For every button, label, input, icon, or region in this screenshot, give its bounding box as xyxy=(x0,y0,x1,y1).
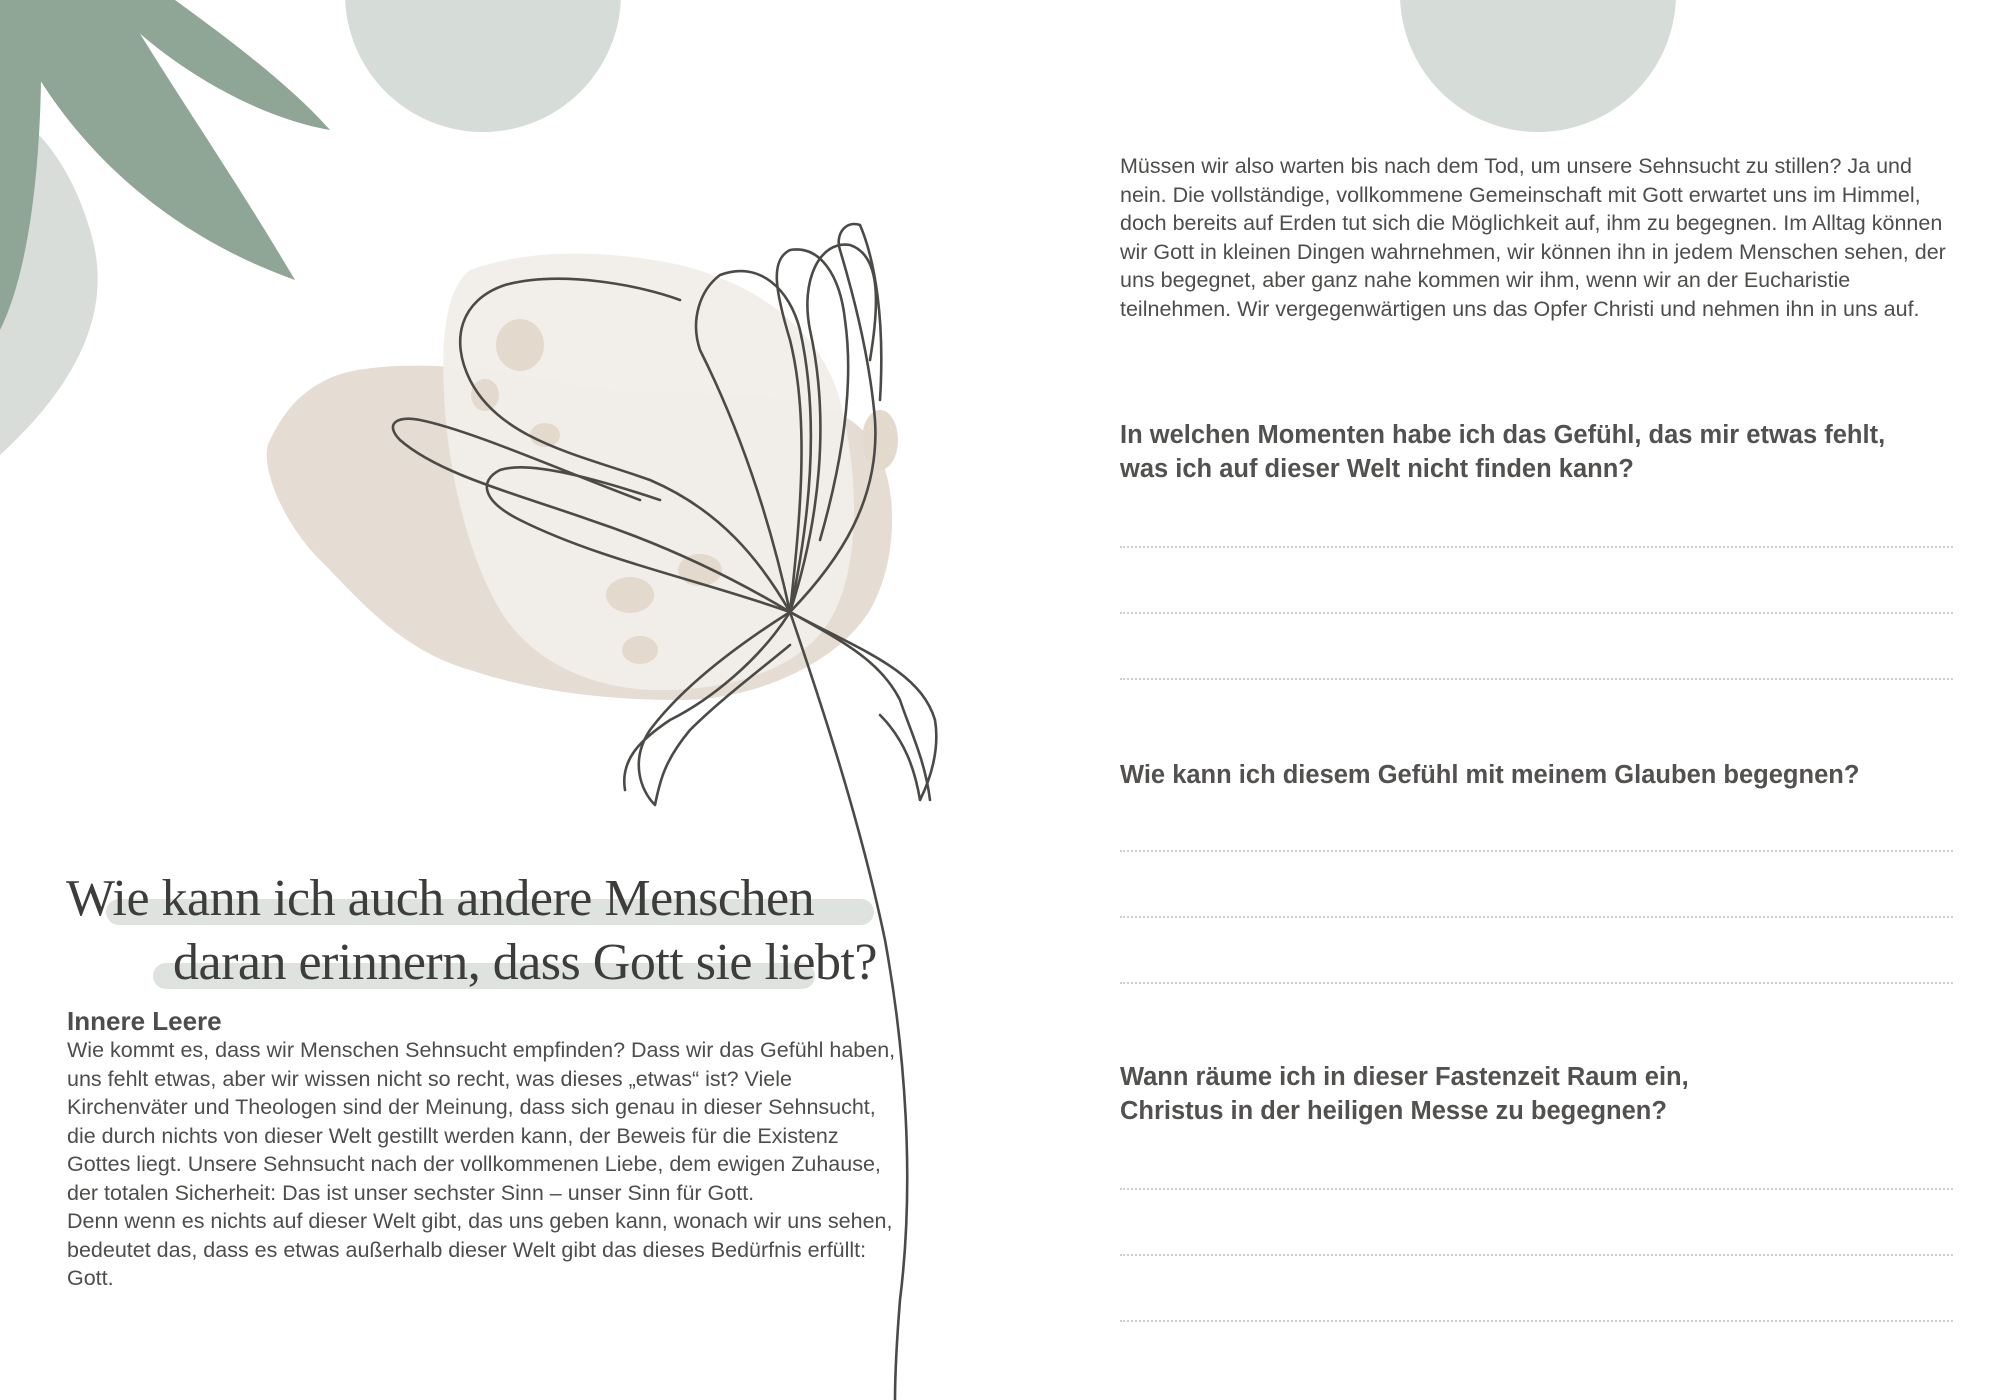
beige-blob xyxy=(267,366,892,700)
question-line: In welchen Momenten habe ich das Gefühl, das mir etwas fehlt, xyxy=(1120,421,1886,449)
blob-spot xyxy=(471,379,499,411)
blob-spot xyxy=(496,319,544,371)
question-3 xyxy=(1120,1060,1960,1128)
question-line: was ich auf dieser Welt nicht finden kann? xyxy=(1120,455,1634,483)
leaf-background-shape xyxy=(0,110,98,455)
intro-paragraph: Müssen wir also warten bis nach dem Tod, um unsere Sehnsucht zu stillen? Ja und nein. Die vollständige, vollkommene Gemeinschaft mit Gott erwartet uns im Himmel, doch bereits auf Erden tut sich die Möglichkeit auf, ihm zu begegnen. Im Alltag können wir Gott in kleinen Dingen wahrnehmen, wir können ihn in jedem Menschen sehen, der uns begegnet, aber ganz nahe kommen wir ihm, wenn wir an der Eucharistie teilnehmen. Wir vergegenwärtigen uns das Opfer Christi und nehmen ihn in uns auf. xyxy=(1120,154,1946,321)
blob-spot xyxy=(606,577,654,613)
answer-line[interactable] xyxy=(1120,612,1953,614)
answer-line[interactable] xyxy=(1120,1188,1953,1190)
question-1 xyxy=(1120,418,1960,486)
leaf-middle xyxy=(15,0,295,280)
blob-spot xyxy=(678,554,722,586)
title-line-1: Wie kann ich auch andere Menschen xyxy=(66,870,815,927)
blob-spot xyxy=(530,423,560,447)
answer-line[interactable] xyxy=(1120,678,1953,680)
title-line-2: daran erinnern, dass Gott sie liebt? xyxy=(173,934,877,991)
question-line: Christus in der heiligen Messe zu begegnen? xyxy=(1120,1097,1667,1125)
section-heading: Innere Leere xyxy=(67,1006,222,1036)
question-line: Wann räume ich in dieser Fastenzeit Raum ein, xyxy=(1120,1063,1689,1091)
question-2 xyxy=(1120,758,1960,792)
answer-line[interactable] xyxy=(1120,850,1953,852)
impuls-badge xyxy=(345,0,621,132)
answer-line[interactable] xyxy=(1120,916,1953,918)
answer-line[interactable] xyxy=(1120,1320,1953,1322)
answer-line[interactable] xyxy=(1120,982,1953,984)
leaf-right xyxy=(105,0,330,130)
body-text xyxy=(67,1036,902,1293)
blob-spot xyxy=(862,410,898,470)
answer-line[interactable] xyxy=(1120,546,1953,548)
blob-spot xyxy=(622,636,658,664)
light-blob xyxy=(443,254,854,690)
answer-line[interactable] xyxy=(1120,1254,1953,1256)
impuls-badge xyxy=(1400,0,1676,132)
body-paragraph: Wie kommt es, dass wir Menschen Sehnsucht empfinden? Dass wir das Gefühl haben, uns fehlt etwas, aber wir wissen nicht so recht, was dieses „etwas“ ist? Viele Kirchenväter und Theologen sind der Meinung, dass sich genau in dieser Sehnsucht, die durch nichts von dieser Welt gestillt werden kann, der Beweis für die Existenz Gottes liegt. Unsere Sehnsucht nach der vollkommenen Liebe, dem ewigen Zuhause, der totalen Sicherheit: Das ist unser sechster Sinn – unser Sinn für Gott. xyxy=(67,1038,896,1205)
right-page xyxy=(1000,0,2000,1400)
body-paragraph: Denn wenn es nichts auf dieser Welt gibt, das uns geben kann, wonach wir uns sehen, bedeutet das, dass es etwas außerhalb dieser Welt gibt das dieses Bedürfnis erfüllt: Gott. xyxy=(67,1209,893,1290)
question-line: Wie kann ich diesem Gefühl mit meinem Glauben begegnen? xyxy=(1120,761,1860,789)
leaf-left xyxy=(0,0,41,330)
